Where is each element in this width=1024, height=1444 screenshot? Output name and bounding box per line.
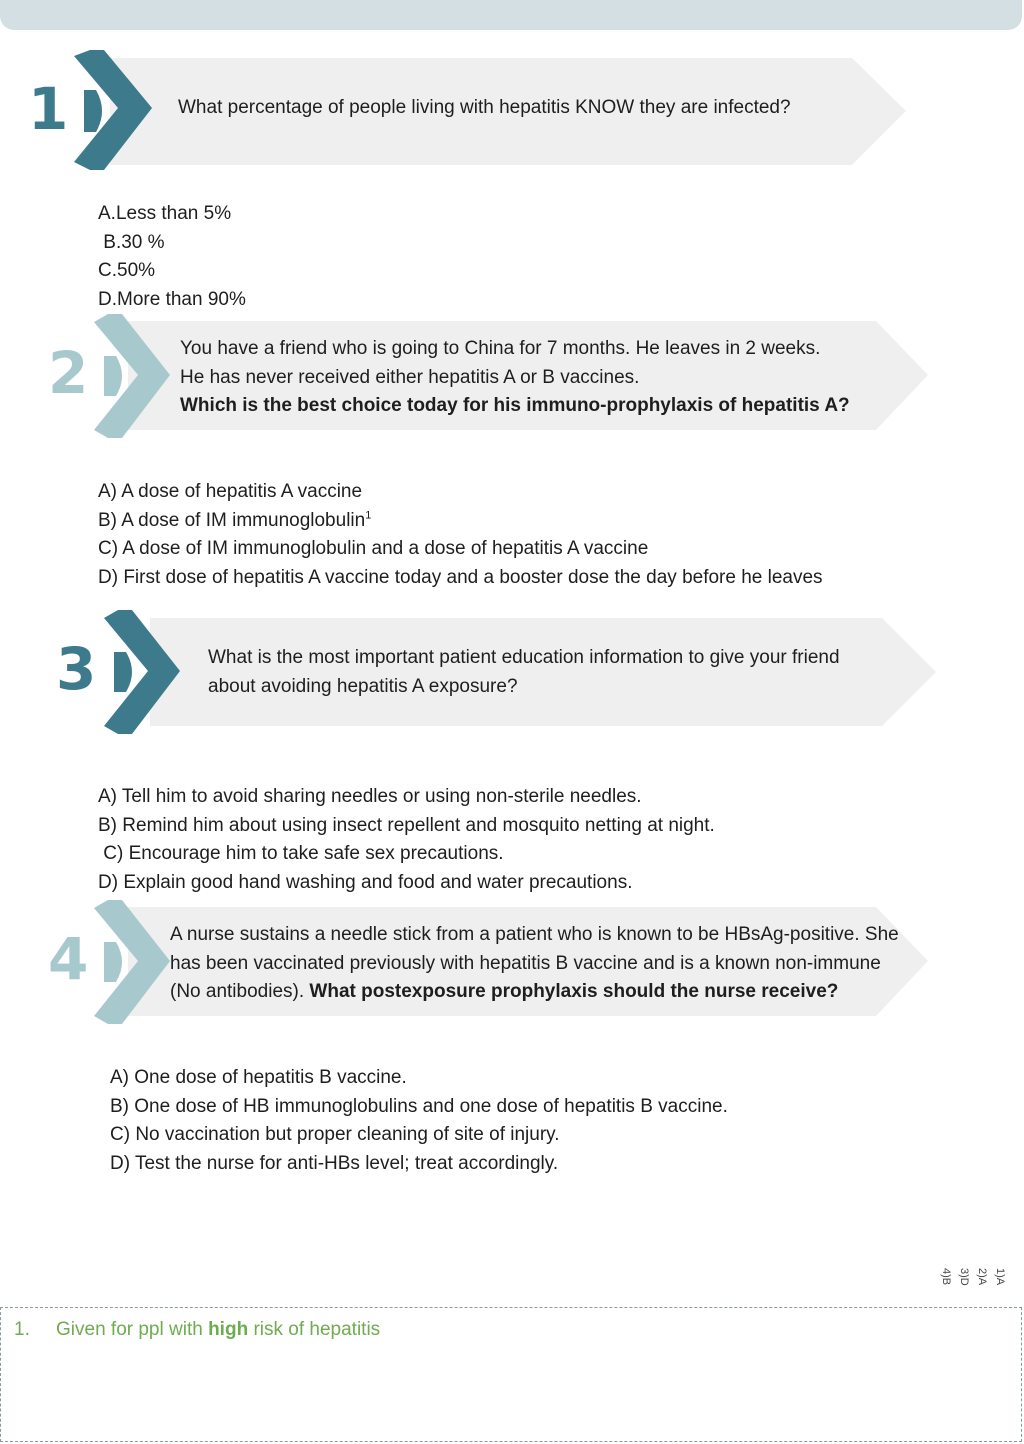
question-4-text [170,921,930,1007]
question-4-line-3 [170,978,930,1007]
answer-option[interactable]: C) A dose of IM immunoglobulin and a dose of hepatitis A vaccine [98,538,649,559]
question-3-banner [0,608,950,738]
answer-option[interactable]: D) First dose of hepatitis A vaccine today and a booster dose the day before he leaves [98,566,823,588]
question-4-prefix-text: (No antibodies). [170,981,310,1002]
answer-option[interactable]: B.30 % [98,231,165,253]
answer-option[interactable]: C) Encourage him to take safe sex precautions. [98,843,504,864]
question-2-text [180,335,920,421]
question-1-answers [98,200,246,314]
answer-option[interactable]: C) No vaccination but proper cleaning of site of injury. [110,1124,560,1145]
question-1-line-1: What percentage of people living with hepatitis KNOW they are infected? [178,97,791,118]
footnote-marker: 1 [365,509,372,522]
note-item [14,1319,380,1341]
question-4-bold-text: What postexposure prophylaxis should the nurse receive? [309,981,839,1002]
question-3-line-1: What is the most important patient education information to give your friend [208,647,840,668]
answer-key-item: 2)A [976,1268,988,1286]
answer-option[interactable]: D) Explain good hand washing and food and water precautions. [98,871,633,893]
question-2-line-bold [180,392,920,421]
answer-option[interactable]: D) Test the nurse for anti-HBs level; treat accordingly. [110,1152,559,1174]
question-3-answers [98,783,715,897]
question-2-number: 2 [48,339,89,407]
question-4-line-1: A nurse sustains a needle stick from a patient who is known to be HBsAg-positive. She [170,924,899,945]
answer-option[interactable]: A) Tell him to avoid sharing needles or using non-sterile needles. [98,786,642,807]
answer-option[interactable]: A.Less than 5% [98,203,232,224]
note-suffix: risk of hepatitis [248,1319,381,1340]
answer-option[interactable]: D.More than 90% [98,288,246,310]
question-3-line-2: about avoiding hepatitis A exposure? [208,675,518,697]
answer-key-item: 3)D [958,1268,970,1286]
question-1-text [178,94,878,123]
answer-option[interactable]: C.50% [98,260,156,281]
note-prefix: Given for ppl with [56,1319,209,1340]
question-2-line-1: You have a friend who is going to China for 7 months. He leaves in 2 weeks. [180,338,821,359]
answer-option[interactable]: B) One dose of HB immunoglobulins and one dose of hepatitis B vaccine. [110,1095,728,1117]
answer-option[interactable] [98,507,823,536]
question-3-text [208,644,908,701]
question-1-number: 1 [28,75,69,143]
top-header-bar [0,0,1022,30]
answer-key-item: 1)A [994,1268,1006,1286]
question-3-number: 3 [56,635,97,703]
answer-option-text: B) A dose of IM immunoglobulin [98,509,366,531]
notes-box[interactable] [0,1307,1022,1442]
question-4-line-2: has been vaccinated previously with hepatitis B vaccine and is a known non-immune [170,952,881,974]
question-2-answers [98,478,823,592]
answer-option[interactable]: B) Remind him about using insect repellent and mosquito netting at night. [98,814,715,836]
question-2-banner [0,312,940,442]
question-4-banner [0,898,940,1028]
note-bold: high [208,1319,249,1340]
question-1-banner [0,46,920,176]
question-2-bold-text: Which is the best choice today for his immuno-prophylaxis of hepatitis A? [180,395,850,416]
question-4-number: 4 [48,925,89,993]
answer-option[interactable]: A) A dose of hepatitis A vaccine [98,481,363,502]
answer-key [930,1266,1010,1292]
note-number: 1. [14,1319,30,1340]
answer-key-item: 4)B [940,1268,952,1286]
question-4-answers [110,1064,728,1178]
question-2-line-2: He has never received either hepatitis A or B vaccines. [180,366,640,388]
answer-option[interactable]: A) One dose of hepatitis B vaccine. [110,1067,407,1088]
